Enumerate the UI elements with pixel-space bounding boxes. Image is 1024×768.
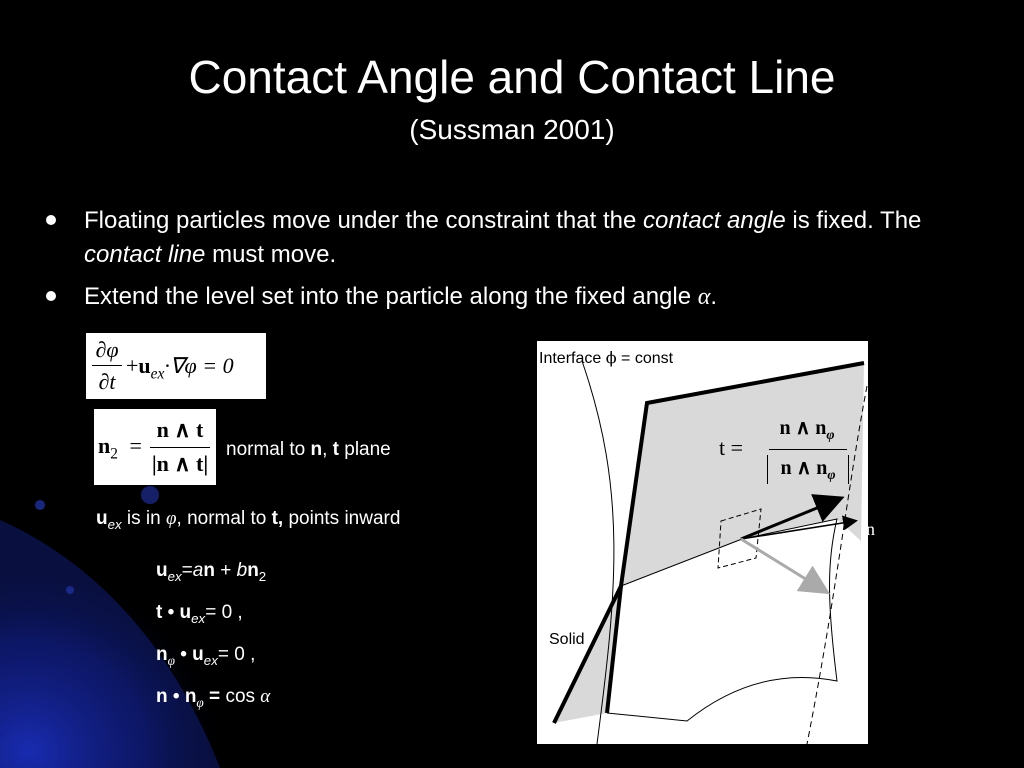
slide-title: Contact Angle and Contact Line <box>188 51 836 103</box>
bullet-dot <box>46 215 56 225</box>
t-formula: t = n ∧ $n_\varphi$ n ∧ $n_\varphi$ <box>717 413 857 493</box>
constraint-n-dot-nphi: n • $n_\varphi = \cos \alpha$ <box>156 686 271 710</box>
advection-equation: ∂φ ∂t $+u_{ex}\cdot\nabla\varphi = 0$ <box>86 333 266 399</box>
contact-line-drawing <box>537 341 868 744</box>
edge-glyph: n <box>866 519 875 539</box>
constraint-t-dot-uex: t • $u_{ex}= 0$ , <box>156 602 243 626</box>
contact-line-diagram <box>537 341 868 744</box>
interface-label: Interface ϕ = const <box>539 348 674 367</box>
bullet-dot <box>46 291 56 301</box>
uex-arrow <box>741 539 825 591</box>
uex-description: $u_{ex}$ is in φ, normal to t, points inward <box>96 508 401 532</box>
constraint-uex-decomposition: $u_{ex}=an + bn_2$ <box>156 560 267 584</box>
bullet-contact-angle: Floating particles move under the constraint that the contact angle is fixed. The contact line must move. <box>84 204 984 272</box>
constraint-nphi-dot-uex: $n_\varphi$ • $u_{ex}= 0$ , <box>156 644 256 668</box>
bullet-extend-level-set: Extend the level set into the particle along the fixed angle α. <box>84 280 984 314</box>
solid-label: Solid <box>549 631 585 648</box>
n2-caption: normal to n, t plane <box>226 439 391 460</box>
n2-equation: $n_2$ = n ∧ t |n ∧ t| <box>94 409 216 485</box>
slide-subtitle: (Sussman 2001) <box>409 114 615 145</box>
